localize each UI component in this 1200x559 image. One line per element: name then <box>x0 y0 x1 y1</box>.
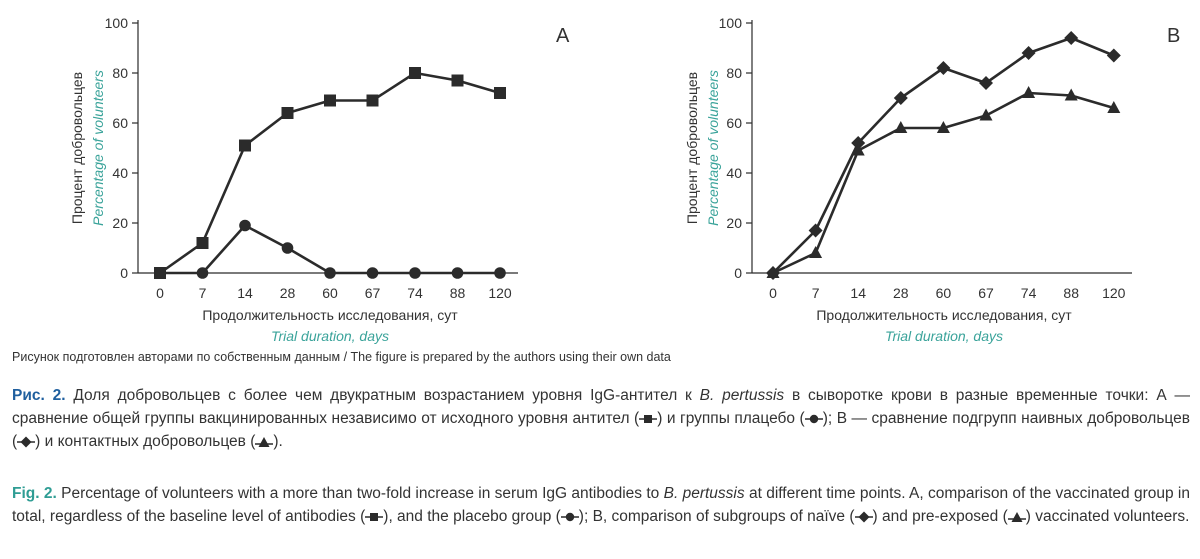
x-tick-label: 7 <box>811 285 820 301</box>
caption-text: Доля добровольцев с более чем двукратным возрастанием уровня IgG-антител к <box>65 387 700 404</box>
data-point-square <box>239 140 251 152</box>
y-tick-label: 0 <box>120 265 128 281</box>
data-point-circle <box>409 267 421 279</box>
x-tick-label: 74 <box>1020 285 1037 301</box>
data-point-circle <box>239 220 251 232</box>
x-tick-label: 60 <box>935 285 952 301</box>
y-tick-label: 80 <box>726 65 742 81</box>
x-tick-label: 120 <box>488 285 512 301</box>
x-tick-label: 60 <box>322 285 338 301</box>
square-marker-icon <box>365 512 383 522</box>
y-ticks <box>719 15 752 281</box>
y-tick-label: 60 <box>112 115 128 131</box>
data-point-circle <box>154 267 166 279</box>
figure-number-en: Fig. 2. <box>12 485 57 502</box>
x-tick-label: 0 <box>156 285 164 301</box>
caption-text: в сыворотке крови в разные временные точки: А — сравнение общей группы вакцинированных независимо от исходного уровня антител ( <box>12 387 1190 427</box>
y-tick-label: 20 <box>112 215 128 231</box>
species-name: B. pertussis <box>663 485 745 502</box>
x-tick-label: 88 <box>449 285 466 301</box>
caption-text: Percentage of volunteers with a more than two-fold increase in serum IgG antibodies to <box>56 485 664 502</box>
x-ticks <box>769 285 1126 301</box>
data-point-triangle <box>809 246 822 258</box>
triangle-marker-icon <box>255 436 273 448</box>
square-marker-icon <box>639 414 657 424</box>
data-point-circle <box>367 267 379 279</box>
y-tick-label: 60 <box>726 115 742 131</box>
caption-text: at different time points. A, comparison of the vaccinated group in total, regardless of the baseline level of antibodies ( <box>12 485 1190 525</box>
x-tick-label: 88 <box>1063 285 1079 301</box>
y-tick-label: 0 <box>734 265 742 281</box>
x-axis-label-ru: Продолжительность исследования, сут <box>816 307 1072 323</box>
y-axis-label-ru: Процент добровольцев <box>69 71 85 225</box>
caption-text: ) vaccinated volunteers. <box>1025 508 1190 525</box>
caption-text: ) and pre-exposed ( <box>872 508 1008 525</box>
data-point-circle <box>324 267 336 279</box>
data-point-circle <box>282 242 294 254</box>
y-axis-label-en: Percentage of volunteers <box>90 70 106 226</box>
panel-label: A <box>556 25 570 47</box>
diamond-marker-icon <box>17 436 35 448</box>
source-note: Рисунок подготовлен авторами по собственным данным / The figure is prepared by the authors using their own data <box>12 350 671 364</box>
y-axis-label-ru: Процент добровольцев <box>684 71 700 225</box>
caption-text: ) и контактных добровольцев ( <box>35 433 256 450</box>
y-tick-label: 20 <box>726 215 742 231</box>
x-tick-label: 67 <box>978 285 994 301</box>
data-point-circle <box>452 267 464 279</box>
data-point-square <box>409 67 421 79</box>
x-tick-label: 120 <box>1102 285 1126 301</box>
chart-panel-a <box>69 15 570 344</box>
y-tick-label: 100 <box>718 15 742 31</box>
chart-panel-b <box>684 15 1180 344</box>
x-ticks <box>156 285 512 301</box>
x-tick-label: 7 <box>198 285 207 301</box>
data-point-circle <box>494 267 506 279</box>
triangle-marker-icon <box>1008 511 1026 523</box>
x-tick-label: 0 <box>769 285 777 301</box>
x-axis-label-en: Trial duration, days <box>270 328 390 344</box>
figure-caption-ru <box>12 384 1190 453</box>
x-tick-label: 28 <box>893 285 909 301</box>
x-axis-label-ru: Продолжительность исследования, сут <box>202 307 458 323</box>
series-line-circle <box>160 226 500 274</box>
data-point-circle <box>197 267 209 279</box>
data-point-square <box>197 237 209 249</box>
y-tick-label: 100 <box>104 15 128 31</box>
x-tick-label: 28 <box>279 285 296 301</box>
x-tick-label: 14 <box>850 285 866 301</box>
figure-caption-en <box>12 482 1190 528</box>
caption-text: ), and the placebo group ( <box>383 508 561 525</box>
x-tick-label: 14 <box>237 285 253 301</box>
x-tick-label: 67 <box>364 285 381 301</box>
panel-label: B <box>1167 25 1181 47</box>
data-point-diamond <box>1064 31 1078 45</box>
y-tick-label: 40 <box>726 165 742 181</box>
caption-text: ); В — сравнение подгрупп наивных добровольцев ( <box>12 410 1190 450</box>
caption-text: ) и группы плацебо ( <box>657 410 805 427</box>
y-axis-label-en: Percentage of volunteers <box>705 70 721 226</box>
caption-text: ); B, comparison of subgroups of naïve ( <box>578 508 855 525</box>
species-name: B. pertussis <box>699 387 785 404</box>
data-point-square <box>452 75 464 87</box>
caption-text: ). <box>273 433 283 450</box>
circle-marker-icon <box>805 414 823 424</box>
circle-marker-icon <box>561 512 579 522</box>
data-point-diamond <box>1107 49 1121 63</box>
y-ticks <box>105 15 138 281</box>
y-tick-label: 80 <box>112 65 128 81</box>
data-point-square <box>324 95 336 107</box>
diamond-marker-icon <box>855 511 873 523</box>
series-line-triangle <box>773 93 1114 273</box>
data-point-square <box>282 107 294 119</box>
series-markers <box>154 67 506 279</box>
data-point-square <box>367 95 379 107</box>
data-point-square <box>494 87 506 99</box>
x-tick-label: 74 <box>407 285 423 301</box>
x-axis-label-en: Trial duration, days <box>884 328 1004 344</box>
y-tick-label: 40 <box>112 165 128 181</box>
figure-number-ru: Рис. 2. <box>12 387 66 404</box>
